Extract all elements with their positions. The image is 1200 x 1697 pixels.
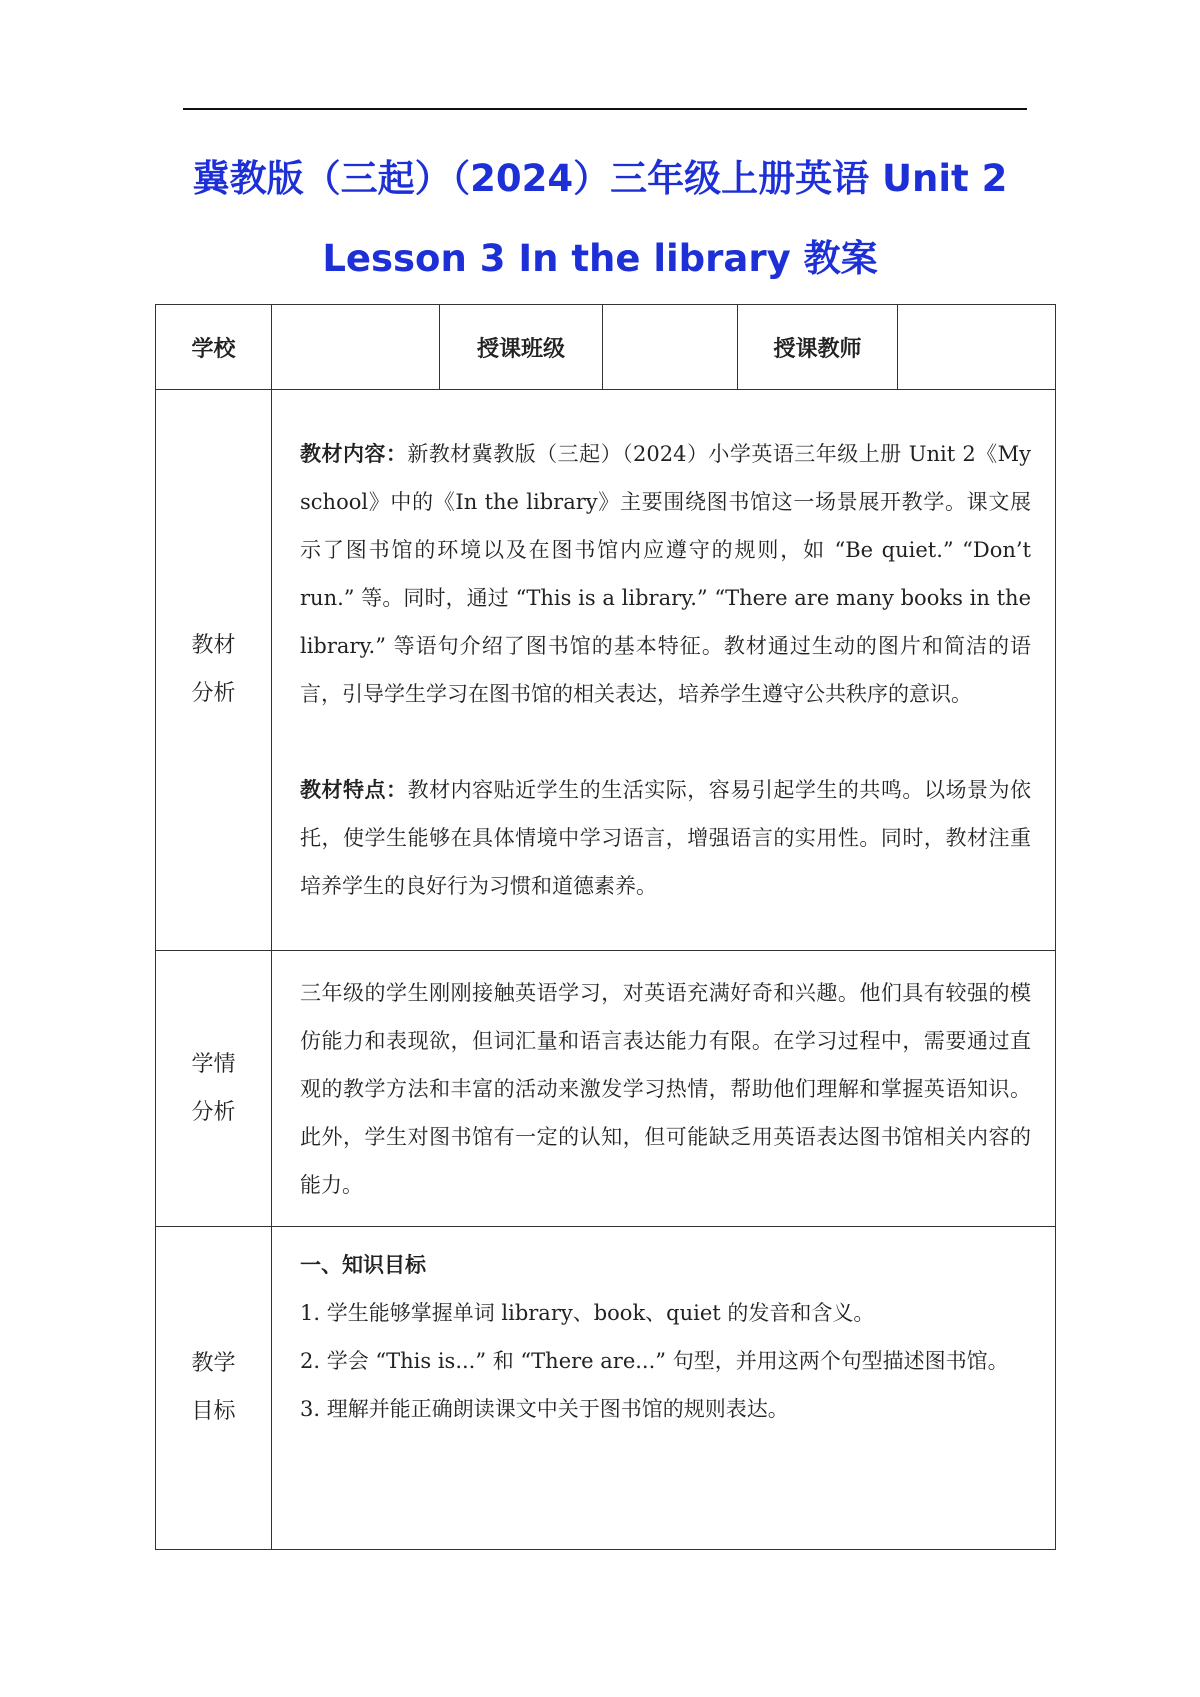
student-analysis-label [156, 951, 272, 1227]
teaching-goals-label-line2: 目标 [191, 1399, 236, 1424]
knowledge-goals-heading: 一、知识目标 [300, 1253, 426, 1277]
class-value [603, 305, 738, 390]
teaching-goals-label [156, 1227, 272, 1550]
goal-item: 1. 学生能够掌握单词 library、book、quiet 的发音和含义。 [300, 1301, 875, 1325]
goal-item: 2. 学会 “This is...” 和 “There are...” 句型，并用这两个句型描述图书馆。 [300, 1349, 1009, 1373]
teacher-label: 授课教师 [738, 305, 898, 390]
teaching-goals-content [272, 1227, 1056, 1550]
student-analysis-label-line1: 学情 [191, 1051, 236, 1077]
textbook-analysis-content [272, 390, 1056, 951]
textbook-feature-text: 教材内容贴近学生的生活实际，容易引起学生的共鸣。以场景为依托，使学生能够在具体情境中学习语言，增强语言的实用性。同时，教材注重培养学生的良好行为习惯和道德素养。 [300, 778, 1031, 898]
class-label: 授课班级 [440, 305, 603, 390]
lesson-plan-table [155, 304, 1056, 1550]
textbook-content-lead: 教材内容： [300, 442, 408, 466]
textbook-analysis-label [156, 390, 272, 951]
student-analysis-content [272, 951, 1056, 1227]
document-title-line1: 冀教版（三起）（2024）三年级上册英语 Unit 2 [192, 157, 1008, 200]
textbook-analysis-label-line2: 分析 [191, 681, 236, 706]
textbook-analysis-row [156, 390, 1056, 951]
teaching-goals-row [156, 1227, 1056, 1550]
goal-item: 3. 理解并能正确朗读课文中关于图书馆的规则表达。 [300, 1397, 789, 1421]
school-label: 学校 [156, 305, 272, 390]
teaching-goals-label-line1: 教学 [191, 1351, 236, 1376]
student-analysis-label-line2: 分析 [191, 1099, 236, 1125]
textbook-feature-lead: 教材特点： [300, 778, 408, 802]
paragraph-gap [300, 718, 1031, 766]
header-rule [183, 108, 1027, 110]
textbook-feature-paragraph [300, 766, 1031, 910]
textbook-content-text: 新教材冀教版（三起）（2024）小学英语三年级上册 Unit 2《My school》中的《In the library》主要围绕图书馆这一场景展开教学。课文展示了图书馆的环境以及在图书馆内应遵守的规则，如 “Be quiet.” “Don’t run.” 等。同时，通过 “This is a library.” “There are many books in the library.” 等语句介绍了图书馆的基本特征。教材通过生动的图片和简洁的语言，引导学生学习在图书馆的相关表达，培养学生遵守公共秩序的意识。 [300, 442, 1031, 706]
document-title-line2: Lesson 3 In the library 教案 [322, 237, 878, 280]
school-value [272, 305, 440, 390]
header-row [156, 305, 1056, 390]
student-analysis-row [156, 951, 1056, 1227]
textbook-content-paragraph [300, 430, 1031, 718]
textbook-analysis-label-line1: 教材 [191, 633, 236, 658]
teacher-value [898, 305, 1056, 390]
student-analysis-text: 三年级的学生刚刚接触英语学习，对英语充满好奇和兴趣。他们具有较强的模仿能力和表现欲，但词汇量和语言表达能力有限。在学习过程中，需要通过直观的教学方法和丰富的活动来激发学习热情，帮助他们理解和掌握英语知识。此外，学生对图书馆有一定的认知，但可能缺乏用英语表达图书馆相关内容的能力。 [300, 980, 1031, 1197]
